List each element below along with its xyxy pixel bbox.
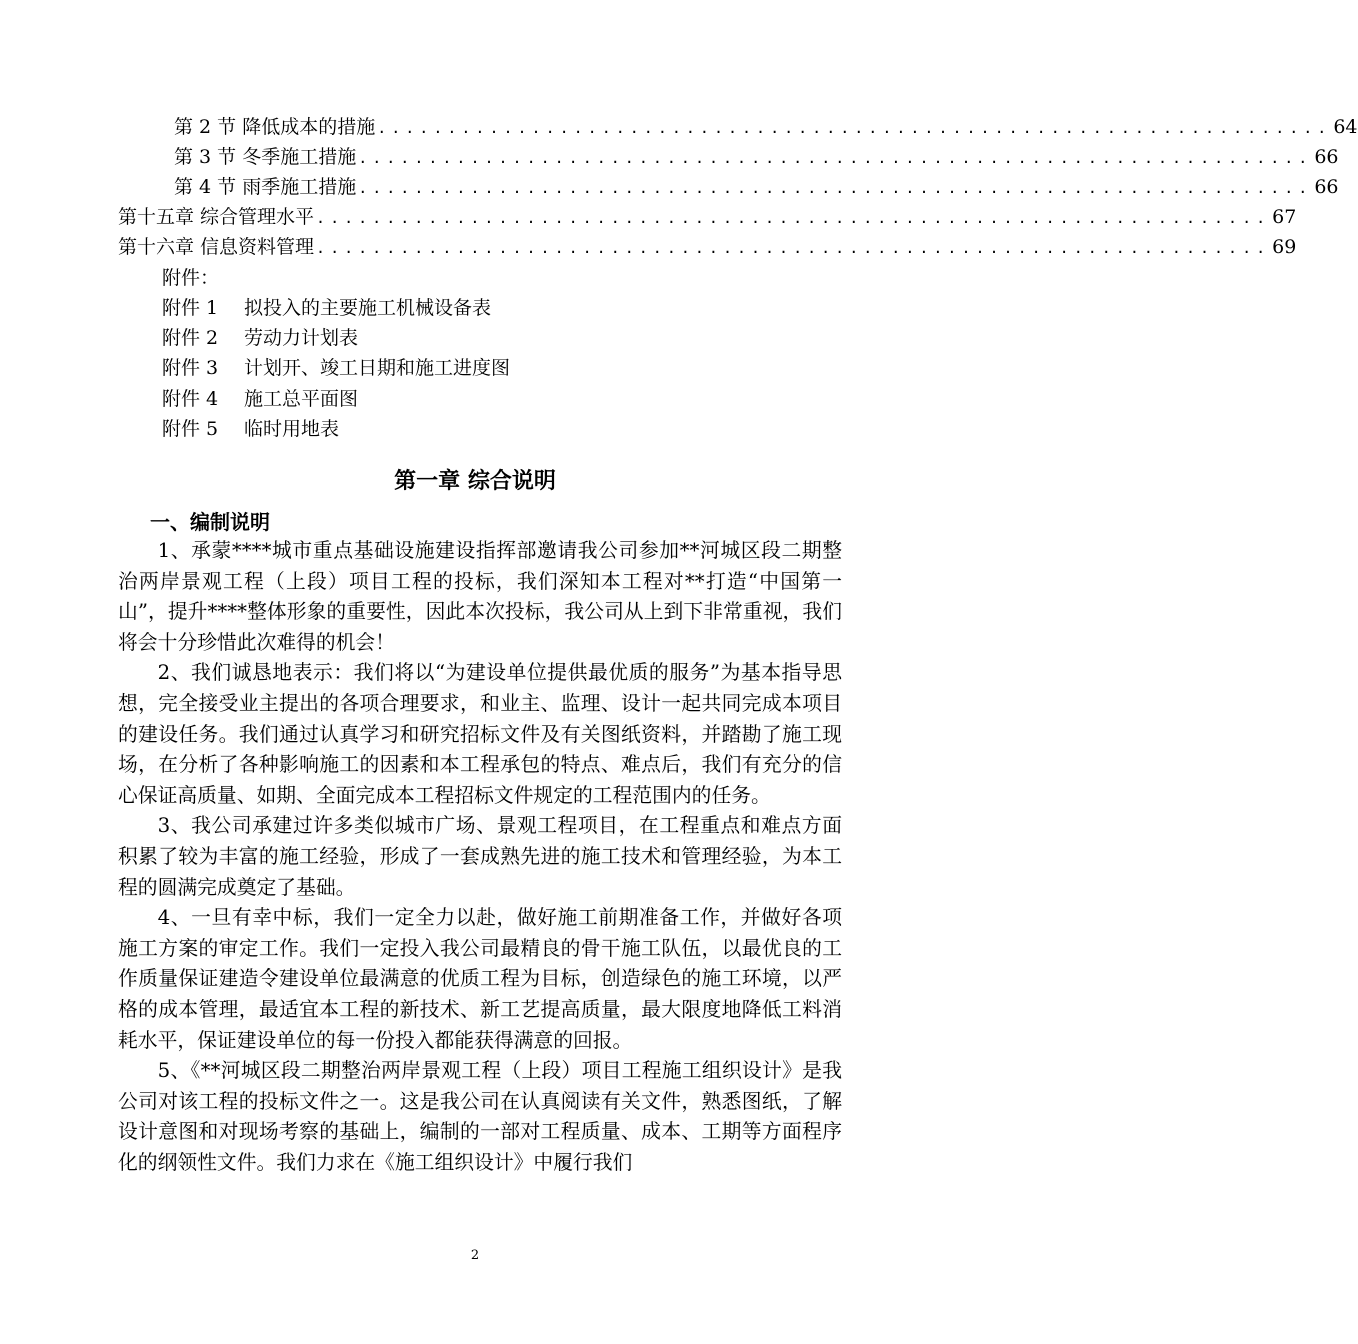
- attachment-item: [162, 353, 510, 383]
- toc-entry-title: 第 4 节 雨季施工措施: [174, 176, 357, 198]
- attachment-item: [162, 414, 339, 444]
- attachment-item: [162, 293, 491, 323]
- attachment-title: 施工总平面图: [244, 388, 359, 410]
- attachment-number: 附件 5: [162, 418, 219, 440]
- attachment-item: [162, 384, 358, 414]
- attachment-title: 劳动力计划表: [244, 327, 359, 349]
- section-title: 一、编制说明: [150, 510, 270, 534]
- attachment-number: 附件 3: [162, 357, 219, 379]
- attachment-title: 拟投入的主要施工机械设备表: [244, 297, 492, 319]
- page-number: 2: [470, 1248, 480, 1263]
- toc-entry-title: 第十五章 综合管理水平: [118, 206, 315, 228]
- toc-entry: [174, 172, 1339, 202]
- toc-entry-page: 66: [1314, 176, 1339, 198]
- attachment-number: 附件 2: [162, 327, 219, 349]
- toc-entry: [174, 112, 1358, 142]
- toc-leader-dots: ....................................................................: [358, 149, 1313, 167]
- toc-entry-page: 69: [1272, 236, 1297, 258]
- toc-leader-dots: ....................................................................: [377, 119, 1332, 137]
- toc-entry: [118, 232, 1297, 262]
- toc-entry: [118, 202, 1297, 232]
- attachment-title: 临时用地表: [244, 418, 340, 440]
- body-text: [118, 536, 842, 1178]
- toc-leader-dots: ....................................................................: [358, 179, 1313, 197]
- toc-entry-page: 67: [1272, 206, 1297, 228]
- attachment-item: [162, 323, 358, 353]
- paragraph: 2、我们诚恳地表示：我们将以“为建设单位提供最优质的服务”为基本指导思想，完全接受业主提出的各项合理要求，和业主、监理、设计一起共同完成本项目的建设任务。我们通过认真学习和研究招标文件及有关图纸资料，并踏勘了施工现场，在分析了各种影响施工的因素和本工程承包的特点、难点后，我们有充分的信心保证高质量、如期、全面完成本工程招标文件规定的工程范围内的任务。: [118, 661, 842, 807]
- toc-entry-page: 66: [1314, 146, 1339, 168]
- toc-entry-title: 第十六章 信息资料管理: [118, 236, 315, 258]
- toc-entry-title: 第 2 节 降低成本的措施: [174, 116, 376, 138]
- paragraph: 3、我公司承建过许多类似城市广场、景观工程项目，在工程重点和难点方面积累了较为丰富的施工经验，形成了一套成熟先进的施工技术和管理经验，为本工程的圆满完成奠定了基础。: [118, 814, 842, 899]
- attachment-number: 附件 1: [162, 297, 219, 319]
- attachment-title: 计划开、竣工日期和施工进度图: [244, 357, 511, 379]
- paragraph: 1、承蒙****城市重点基础设施建设指挥部邀请我公司参加**河城区段二期整治两岸景观工程（上段）项目工程的投标，我们深知本工程对**打造“中国第一山”，提升****整体形象的重要性，因此本次投标，我公司从上到下非常重视，我们将会十分珍惜此次难得的机会！: [118, 539, 842, 654]
- toc-leader-dots: ....................................................................: [316, 209, 1271, 227]
- chapter-title: 第一章 综合说明: [394, 469, 556, 494]
- toc-entry-page: 64: [1333, 116, 1358, 138]
- toc-entry: [174, 142, 1339, 172]
- toc-entry-title: 第 3 节 冬季施工措施: [174, 146, 357, 168]
- toc-leader-dots: ....................................................................: [316, 239, 1271, 257]
- paragraph: 5、《**河城区段二期整治两岸景观工程（上段）项目工程施工组织设计》是我公司对该工程的投标文件之一。这是我公司在认真阅读有关文件，熟悉图纸，了解设计意图和对现场考察的基础上，编制的一部对工程质量、成本、工期等方面程序化的纲领性文件。我们力求在《施工组织设计》中履行我们: [118, 1059, 842, 1174]
- attachment-number: 附件 4: [162, 388, 219, 410]
- paragraph: 4、一旦有幸中标，我们一定全力以赴，做好施工前期准备工作，并做好各项施工方案的审定工作。我们一定投入我公司最精良的骨干施工队伍，以最优良的工作质量保证建造令建设单位最满意的优质工程为目标，创造绿色的施工环境，以严格的成本管理，最适宜本工程的新技术、新工艺提高质量，最大限度地降低工料消耗水平，保证建设单位的每一份投入都能获得满意的回报。: [118, 906, 842, 1052]
- attachments-label: 附件：: [162, 267, 220, 289]
